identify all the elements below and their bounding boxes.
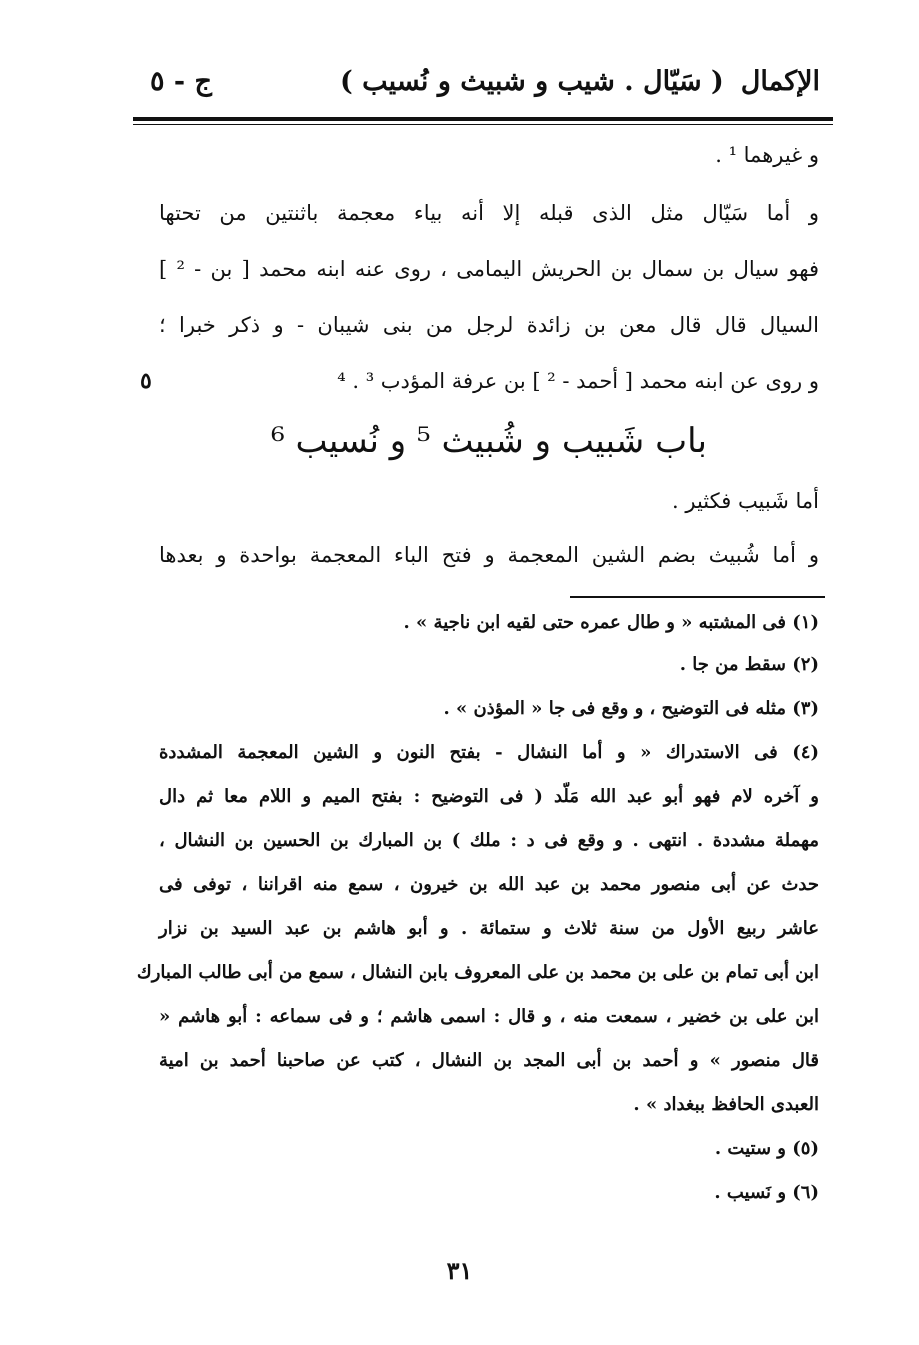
footnote-1: (١) فى المشتبه « و طال عمره حتى لقيه ابن ناجية » . <box>403 612 819 633</box>
footnote-3: (٣) مثله فى التوضيح ، و وقع فى جا « المؤذن » . <box>443 698 819 719</box>
footnote-4-line-1: (٤) فى الاستدراك « و أما النشال - بفتح النون و الشين المعجمة المشددة <box>159 742 819 763</box>
footnote-4-line-6: ابن أبى تمام بن على بن محمد بن على المعروف بابن النشال ، سمع من أبى طالب المبارك <box>136 962 819 983</box>
body-line-4: السيال قال قال معن بن زائدة لرجل من بنى شيبان - و ذكر خبرا ؛ <box>159 313 819 337</box>
body-line-5: و روى عن ابنه محمد [ أحمد - ² ] بن عرفة المؤدب ³ . ⁴ <box>337 369 819 393</box>
header-book-title: الإكمال <box>740 66 820 97</box>
footnote-6: (٦) و نَسيب . <box>714 1182 819 1203</box>
page-number: ٣١ <box>446 1256 473 1285</box>
header-rule-thick <box>133 117 833 121</box>
footnote-4-line-5: عاشر ربيع الأول من سنة ثلاث و ستمائة . و أبو هاشم بن عبد السيد بن نزار <box>159 918 819 939</box>
footnote-4-line-2: و آخره لام فهو أبو عبد الله مَلّد ( فى التوضيح : بفتح الميم و اللام معا ثم دال <box>159 786 819 807</box>
footnote-4-line-3: مهملة مشددة . انتهى . و وقع فى د : ملك ) بن المبارك بن الحسين بن النشال ، <box>159 830 819 851</box>
chapter-title: باب شَبيب و شُبيث ⁵ و نُسيب ⁶ <box>271 421 707 461</box>
margin-line-number: ٥ <box>140 368 152 394</box>
body-line-2: و أما سَيّال مثل الذى قبله إلا أنه بياء معجمة باثنتين من تحتها <box>159 201 819 225</box>
footnote-4-line-7: ابن على بن خضير ، سمعت منه ، و قال : اسمى هاشم ؛ و فى سماعه : أبو هاشم « <box>159 1006 819 1027</box>
footnote-2: (٢) سقط من جا . <box>679 654 819 675</box>
body-line-3: فهو سيال بن سمال بن الحريش اليمامى ، روى عنه ابنه محمد [ بن - ² ] <box>159 257 819 281</box>
header-section-title: ( سَيّال . شيب و شبيث و نُسيب ) <box>340 66 724 97</box>
footnote-4-line-4: حدث عن أبى منصور محمد بن عبد الله بن خيرون ، سمع منه اقراننا ، توفى فى <box>159 874 819 895</box>
body-line-7: و أما شُبيث بضم الشين المعجمة و فتح الباء المعجمة بواحدة و بعدها <box>159 543 819 567</box>
header-volume-number: ج - ٥ <box>150 66 212 97</box>
footnote-5: (٥) و ستيت . <box>714 1138 819 1159</box>
footnote-4-line-8: قال منصور » و أحمد بن أبى المجد بن النشال ، كتب عن صاحبنا أحمد بن امية <box>159 1050 819 1071</box>
footnote-4-line-9: العبدى الحافظ ببغداد » . <box>633 1094 819 1115</box>
footnote-separator <box>570 596 825 598</box>
body-line-1: و غيرهما ¹ . <box>715 143 819 167</box>
body-line-6: أما شَبيب فكثير . <box>672 489 819 513</box>
running-header <box>150 60 830 110</box>
header-rule-thin <box>133 124 833 125</box>
